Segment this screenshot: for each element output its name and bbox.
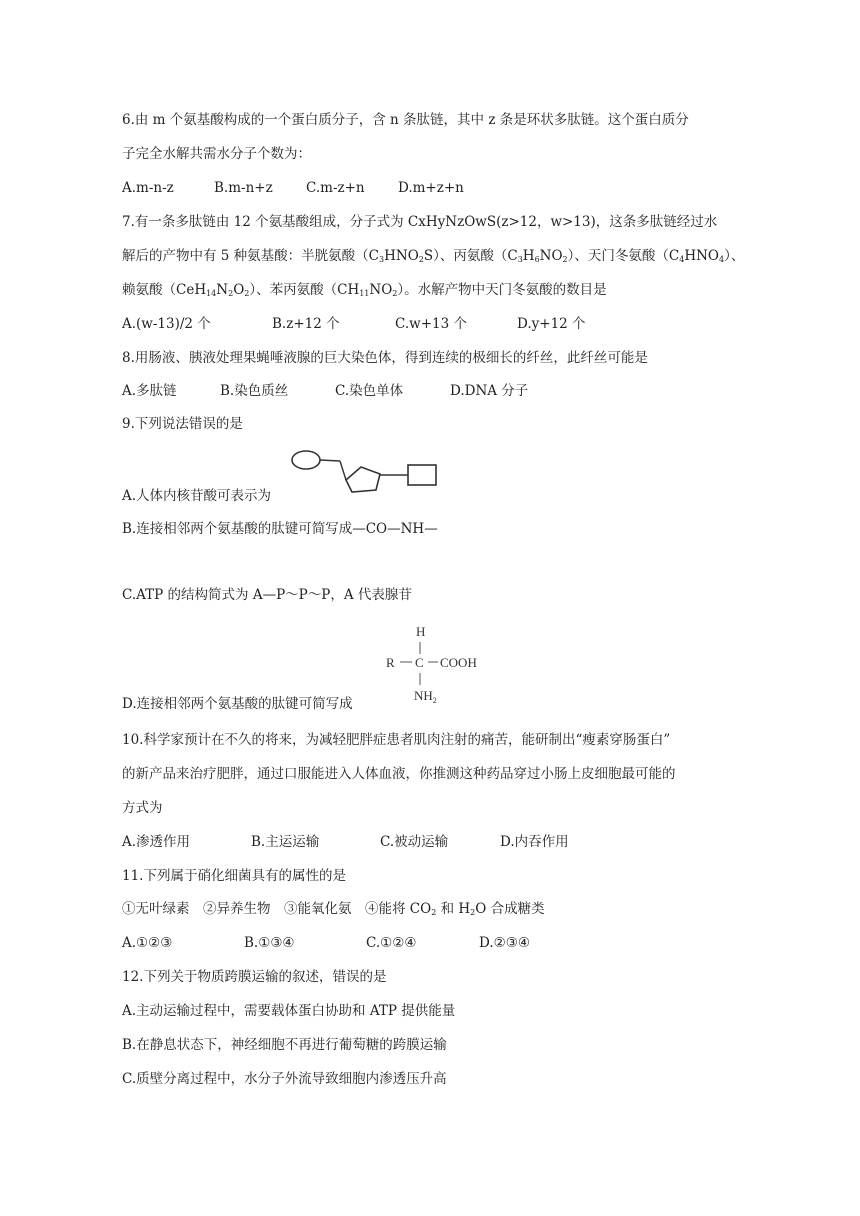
q9-option-a: A.人体内核苷酸可表示为 — [122, 488, 272, 504]
q10-stem-line3: 方式为 — [122, 800, 163, 816]
q10-stem-line2: 的新产品来治疗肥胖，通过口服能进入人体血液，你推测这种药品穿过小肠上皮细胞最可能的 — [122, 766, 676, 782]
q11-stem: 11.下列属于硝化细菌具有的属性的是 — [122, 868, 346, 884]
q10-option-a: A.渗透作用 — [122, 834, 191, 850]
q11-option-d: D.②③④ — [479, 935, 530, 951]
q9-stem: 9.下列说法错误的是 — [122, 416, 243, 432]
phosphate-group-shape — [292, 451, 320, 469]
q10-options — [122, 832, 569, 852]
q6-option-c: C.m-z+n — [306, 180, 365, 196]
q8-option-d: D.DNA 分子 — [450, 383, 529, 399]
q6-stem-line1: 6.由 m 个氨基酸构成的一个蛋白质分子，含 n 条肽链，其中 z 条是环状多肽链。这个蛋白质分 — [122, 112, 689, 128]
q9-option-b: B.连接相邻两个氨基酸的肽键可简写成—CO—NH— — [122, 521, 438, 537]
q7-option-b: B.z+12 个 — [272, 316, 340, 332]
base-shape — [408, 465, 436, 485]
atom-r: R — [386, 655, 395, 670]
q11-option-a: A.①②③ — [122, 935, 173, 951]
group-nh2: $NH_2$ — [414, 688, 437, 705]
q11-option-b: B.①③④ — [244, 935, 295, 951]
nucleotide-diagram — [288, 446, 448, 502]
q7-option-a: A.(w-13)/2 个 — [122, 316, 211, 332]
q6-stem-line2: 子完全水解共需水分子个数为： — [122, 146, 311, 162]
q10-option-c: C.被动运输 — [380, 834, 449, 850]
q10-option-d: D.内吞作用 — [500, 834, 569, 850]
q7-stem-line2: 解后的产物中有 5 种氨基酸：半胱氨酸$(C_3HNO_2S)$、丙氨酸$(C_3H_6NO_2)$、天门冬氨酸$(C_4HNO_4)$、 — [122, 248, 745, 264]
q6-option-b: B.m-n+z — [214, 180, 273, 196]
q9-option-d: D.连接相邻两个氨基酸的肽键可简写成 — [122, 696, 353, 712]
q7-stem-line1: 7.有一条多肽链由 12 个氨基酸组成，分子式为 CxHyNzOwS(z>12，w>13)，这条多肽链经过水 — [122, 214, 718, 230]
q8-option-c: C.染色单体 — [335, 383, 404, 399]
q6-options — [122, 178, 464, 198]
group-cooh: COOH — [440, 655, 477, 670]
amino-acid-structure — [378, 618, 508, 710]
pentose-sugar-shape — [346, 467, 380, 492]
q6-option-a: A.m-n-z — [122, 180, 174, 196]
q8-option-a: A.多肽链 — [122, 383, 177, 399]
q12-option-b: B.在静息状态下，神经细胞不再进行葡萄糖的跨膜运输 — [122, 1037, 447, 1053]
q11-option-c: C.①②④ — [366, 935, 417, 951]
q12-stem: 12.下列关于物质跨膜运输的叙述，错误的是 — [122, 969, 387, 985]
q12-option-a: A.主动运输过程中，需要载体蛋白协助和 ATP 提供能量 — [122, 1003, 456, 1019]
q10-stem-line1: 10.科学家预计在不久的将来，为减轻肥胖症患者肌肉注射的痛苦，能研制出“瘦素穿肠蛋白” — [122, 732, 671, 748]
q10-option-b: B.主运运输 — [251, 834, 320, 850]
atom-c: C — [415, 655, 424, 670]
q8-stem: 8.用肠液、胰液处理果蝇唾液腺的巨大染色体，得到连续的极细长的纤丝，此纤丝可能是 — [122, 350, 648, 366]
q11-items: ①无叶绿素 ②异养生物 ③能氧化氨 ④能将 $CO_2$ 和 $H_2O$ 合成糖类 — [122, 901, 545, 917]
q6-option-d: D.m+z+n — [398, 180, 464, 196]
q9-option-c: C.ATP 的结构简式为 A—P～P～P，A 代表腺苷 — [122, 587, 412, 603]
q8-option-b: B.染色质丝 — [220, 383, 289, 399]
q12-option-c: C.质壁分离过程中，水分子外流导致细胞内渗透压升高 — [122, 1071, 447, 1087]
q7-options — [122, 314, 586, 334]
q11-options — [122, 933, 530, 953]
q8-options — [122, 381, 528, 401]
atom-h: H — [416, 624, 426, 639]
q7-option-d: D.y+12 个 — [517, 316, 586, 332]
q7-option-c: C.w+13 个 — [395, 316, 467, 332]
q7-stem-line3: 赖氨酸$(CeH_{14}N_2O_2)$、苯丙氨酸$(CH_{11}NO_2)$。水解产物中天门冬氨酸的数目是 — [122, 282, 607, 298]
